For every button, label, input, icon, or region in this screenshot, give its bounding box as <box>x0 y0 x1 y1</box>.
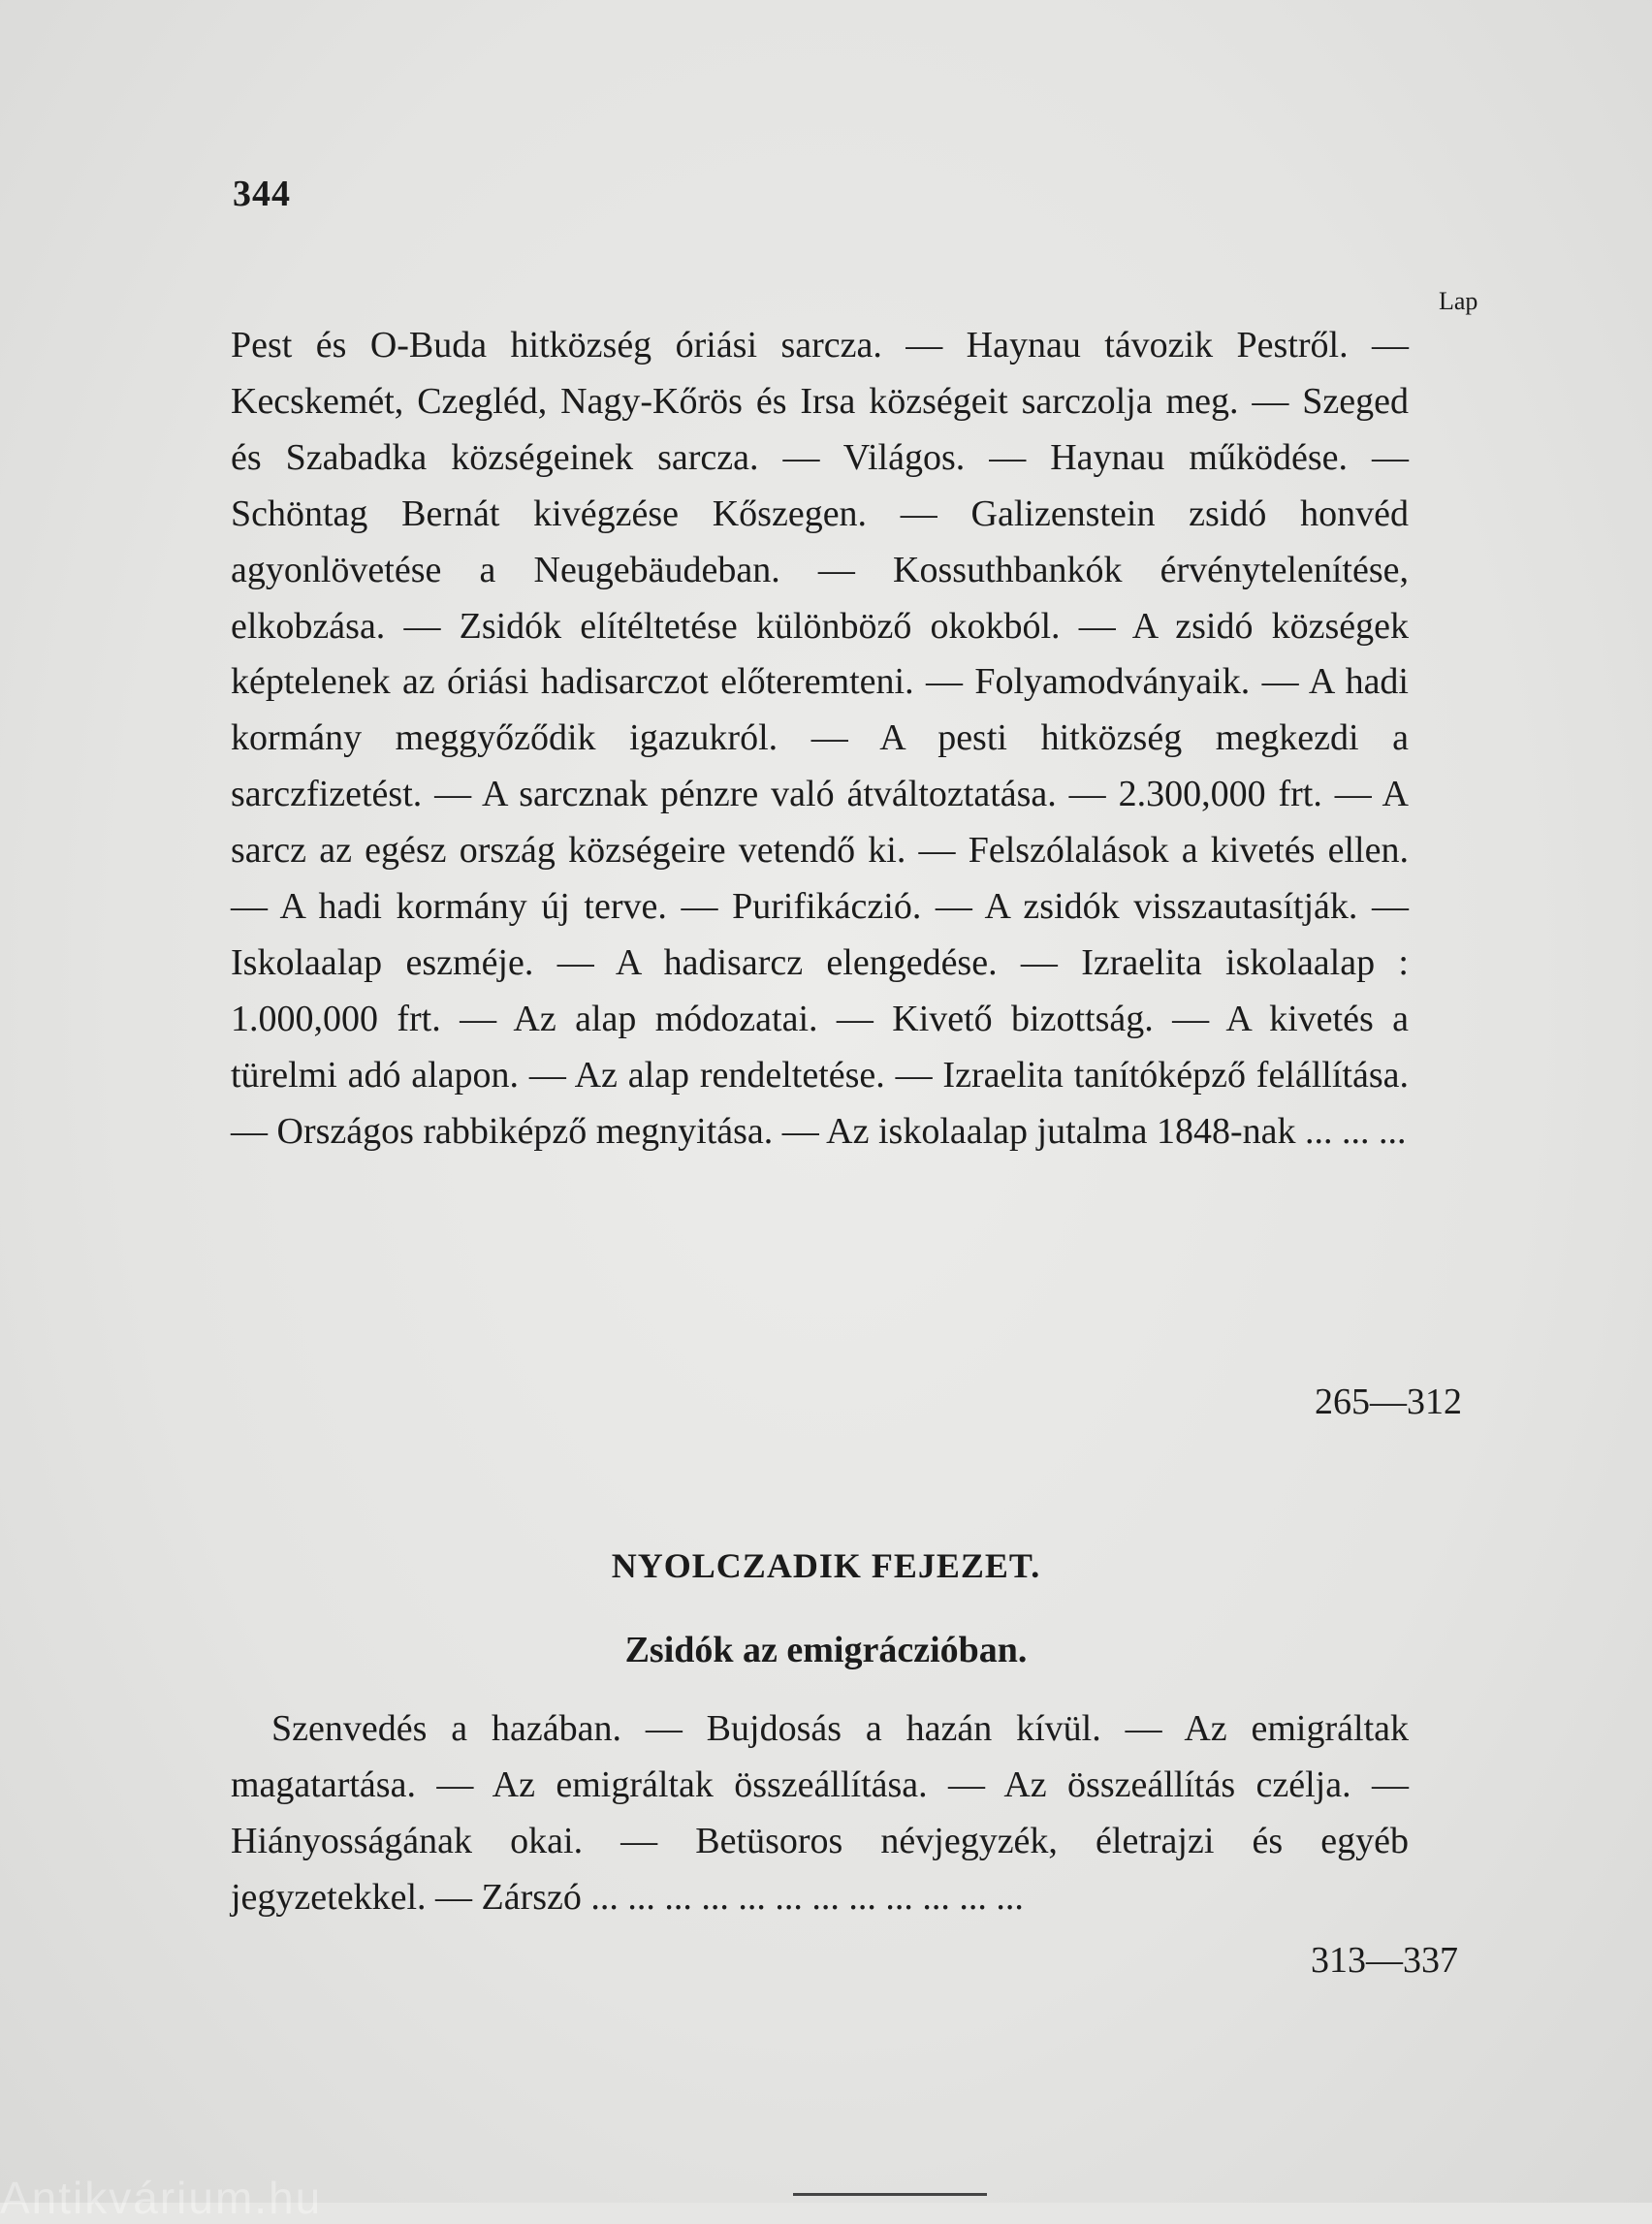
chapter-title: Zsidók az emigráczióban. <box>624 1630 1028 1670</box>
watermark: Antikvárium.hu <box>0 2173 323 2223</box>
chapter-summary-paragraph: Szenvedés a hazában. — Bujdosás a hazán kívül. — Az emigráltak magatartása. — Az emigráltak összeállítása. — Az összeállítás czélja. — Hiányosságának okai. — Betüsoros névjegyzék, életrajzi és egyéb jegyzetekkel. — Zárszó ... ... ... ... ... ... ... ... ... ... ... ... <box>231 1708 1409 1918</box>
chapter-page-range: 313—337 <box>1311 1940 1458 1981</box>
page-number: 344 <box>233 174 291 214</box>
section-summary-paragraph: Pest és O-Buda hitközség óriási sarcza. — Haynau távozik Pestről. — Kecskemét, Czegléd, Nagy-Kőrös és Irsa községeit sarczolja meg. — Szeged és Szabadka községeinek sarcza. — Világos. — Haynau működése. — Schöntag Bernát kivégzése Kőszegen. — Galizenstein zsidó honvéd agyonlövetése a Neugebäudeban. — Kossuthbankók érvénytelenítése, elkobzása. — Zsidók elítéltetése különböző okokból. — A zsidó községek képtelenek az óriási hadisarczot előteremteni. — Folyamodványaik. — A hadi kormány meggyőződik igazukról. — A pesti hitközség megkezdi a sarczfizetést. — A sarcznak pénzre való átváltoztatása. — 2.300,000 frt. — A sarcz az egész ország községeire vetendő ki. — Felszólalások a kivetés ellen. — A hadi kormány új terve. — Purifikáczió. — A zsidók visszautasítják. — Iskolaalap eszméje. — A hadisarcz elengedése. — Izraelita iskolaalap : 1.000,000 frt. — Az alap módozatai. — Kivető bizottság. — A kivetés a türelmi adó alapon. — Az alap rendeltetése. — Izraelita tanítóképző felállítása. — Országos rabbiképző megnyitása. — Az iskolaalap jutalma 1848-nak ... ... ... <box>231 325 1409 1152</box>
page-column-label: Lap <box>1439 287 1478 315</box>
footer-rule <box>793 2193 987 2196</box>
section-page-range: 265—312 <box>1315 1382 1462 1422</box>
chapter-heading: NYOLCZADIK FEJEZET. <box>611 1546 1041 1585</box>
